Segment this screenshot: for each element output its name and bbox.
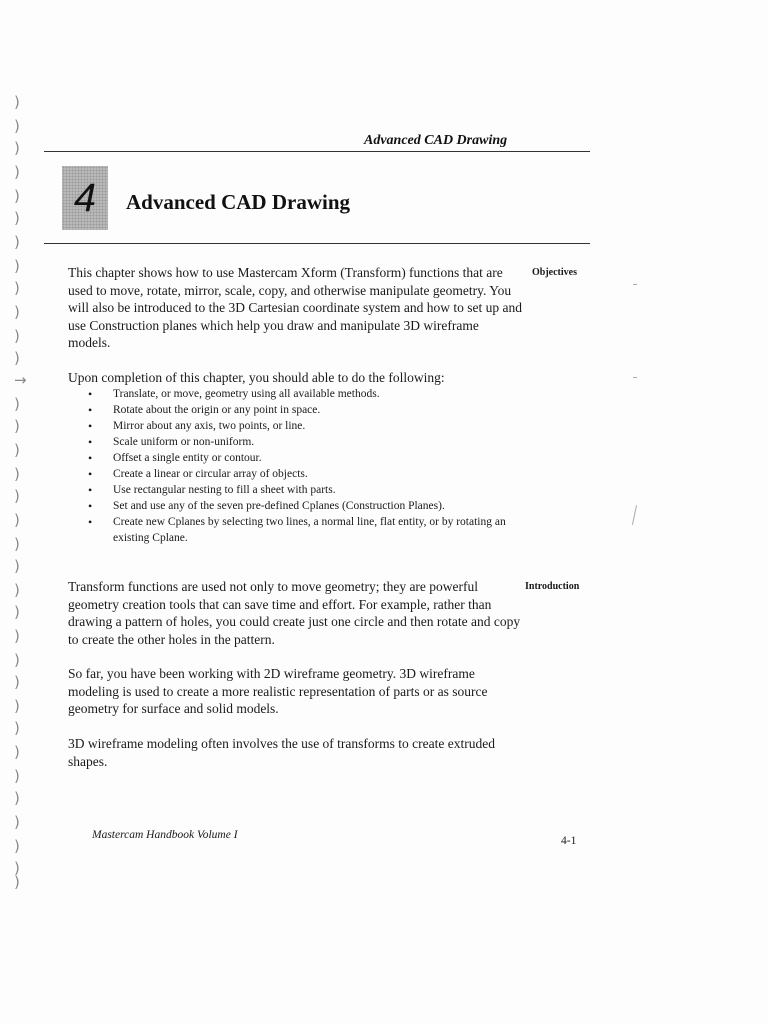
introduction-paragraph: So far, you have been working with 2D wireframe geometry. 3D wireframe modeling is used to create a more realistic representation of parts or as source geometry for surface and solid models. xyxy=(68,666,488,716)
scan-mark xyxy=(632,505,637,525)
chapter-rule xyxy=(44,243,590,244)
list-item: • Use rectangular nesting to fill a sheet with parts. xyxy=(88,482,528,498)
list-item: • Mirror about any axis, two points, or line. xyxy=(88,418,528,434)
list-item: • Create a linear or circular array of objects. xyxy=(88,466,528,482)
list-item: • Create new Cplanes by selecting two lines, a normal line, flat entity, or by rotating an existing Cplane. xyxy=(88,514,523,546)
introduction-paragraph: 3D wireframe modeling often involves the use of transforms to create extruded shapes. xyxy=(68,736,495,769)
objectives-lead: Upon completion of this chapter, you should able to do the following: xyxy=(68,370,445,385)
introduction-side-label: Introduction xyxy=(525,581,580,592)
objectives-side-label: Objectives xyxy=(532,267,577,278)
list-item: • Translate, or move, geometry using all available methods. xyxy=(88,386,528,402)
chapter-title: Advanced CAD Drawing xyxy=(126,190,351,214)
footer-book-title: Mastercam Handbook Volume I xyxy=(92,829,238,841)
list-item: • Scale uniform or non-uniform. xyxy=(88,434,528,450)
list-item: • Set and use any of the seven pre-defined Cplanes (Construction Planes). xyxy=(88,498,528,514)
footer-page-number: 4-1 xyxy=(561,835,577,847)
list-item: • Offset a single entity or contour. xyxy=(88,450,528,466)
introduction-paragraph: Transform functions are used not only to move geometry; they are powerful geometry creation tools that can save time and effort. For example, rather than drawing a pattern of holes, you could create just one circle and then rotate and copy to create the other holes in the pattern. xyxy=(68,579,521,647)
chapter-number-box xyxy=(62,166,108,230)
chapter-number: 4 xyxy=(73,176,97,220)
list-item: • Rotate about the origin or any point in space. xyxy=(88,402,528,418)
binding-holes: ) ) ) ) ) ) ) ) ) ) ) ) → ) ) ) ) ) ) ) ) ) ) ) ) ) ) ) ) ) ) ) ) ) ) xyxy=(14,93,27,891)
scan-mark xyxy=(633,377,637,378)
header-rule xyxy=(44,151,590,152)
running-header: Advanced CAD Drawing xyxy=(364,133,508,148)
scan-mark xyxy=(633,284,637,285)
objectives-list xyxy=(88,386,528,546)
objectives-intro-paragraph: This chapter shows how to use Mastercam Xform (Transform) functions that are used to move, rotate, mirror, scale, copy, and otherwise manipulate geometry. You will also be introduced to the 3D Cartesian coordinate system and how to set up and use Construction planes which help you draw and manipulate 3D wireframe models. xyxy=(68,265,523,350)
